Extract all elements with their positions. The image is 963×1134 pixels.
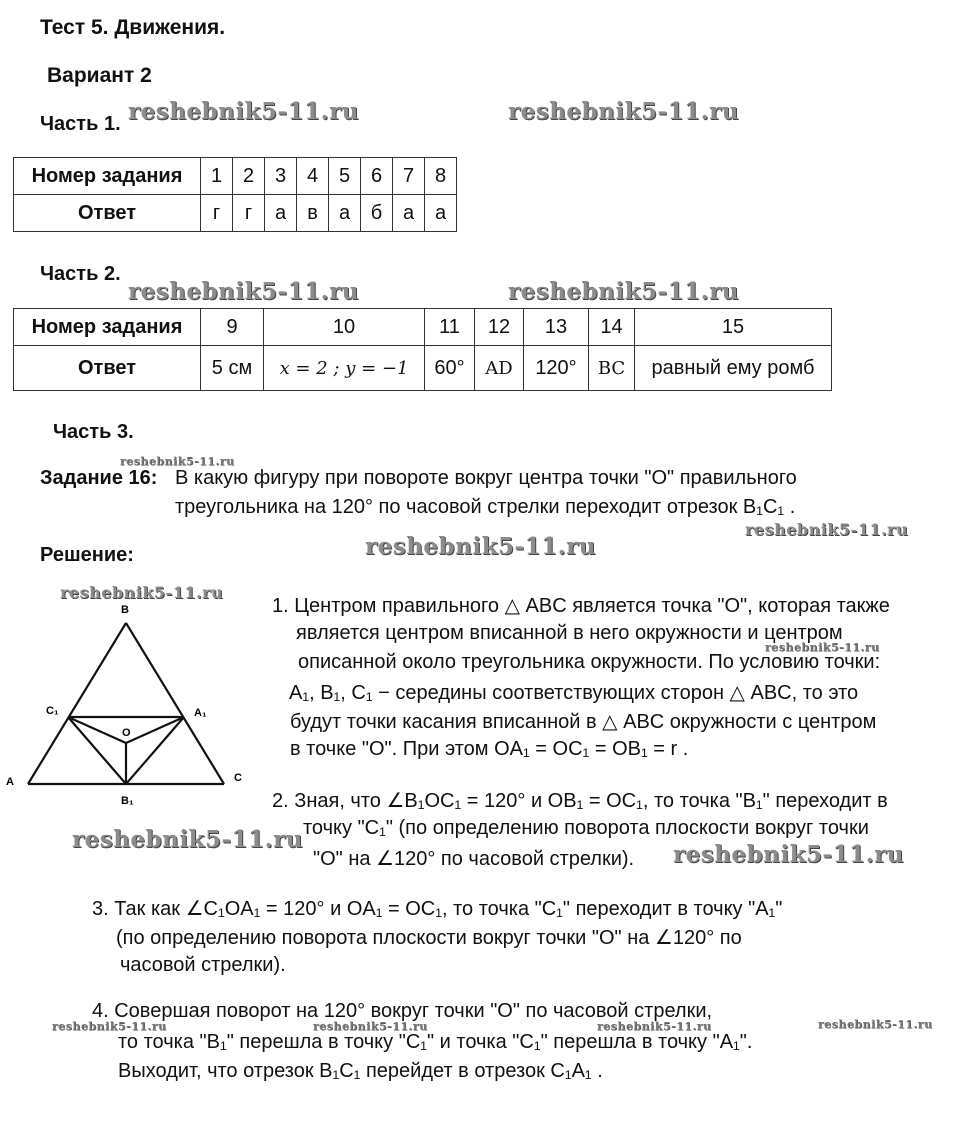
watermark: reshebnik5-11.ru (313, 1020, 428, 1033)
table-cell: 11 (425, 309, 475, 346)
table-cell: равный ему ромб (635, 346, 832, 391)
part2-answer-header: Ответ (14, 346, 201, 391)
part2-number-header: Номер задания (14, 309, 201, 346)
label-a1: A₁ (194, 707, 207, 719)
watermark: reshebnik5-11.ru (120, 455, 235, 468)
part1-number-header: Номер задания (14, 158, 201, 195)
label-b1: B₁ (121, 795, 134, 807)
watermark: reshebnik5-11.ru (508, 278, 739, 305)
solution-line: является центром вписанной в него окружности и центром (296, 622, 843, 644)
solution-line: часовой стрелки). (120, 954, 286, 976)
solution-line: Выходит, что отрезок B₁C₁ перейдет в отрезок C₁A₁ . (118, 1060, 603, 1082)
solution-line: A₁, B₁, C₁ − середины соответствующих сторон △ ABC, то это (289, 682, 859, 704)
part2-label: Часть 2. (40, 263, 121, 285)
table-cell: BC (589, 346, 635, 391)
solution-line: будут точки касания вписанной в △ ABC окружности с центром (290, 711, 877, 733)
segment-a1b1 (126, 717, 184, 784)
table-cell: а (425, 195, 457, 232)
watermark: reshebnik5-11.ru (765, 641, 880, 654)
table-cell: 3 (265, 158, 297, 195)
label-b: B (121, 604, 129, 616)
table-cell: 9 (201, 309, 264, 346)
solution-line: то точка "B₁" перешла в точку "C₁" и точка "C₁" перешла в точку "A₁". (118, 1031, 753, 1053)
solution-line: 2. Зная, что ∠B₁OC₁ = 120° и OB₁ = OC₁, то точка "B₁" переходит в (272, 790, 888, 812)
watermark: reshebnik5-11.ru (60, 583, 224, 602)
segment-oc1 (68, 717, 126, 743)
table-cell: г (201, 195, 233, 232)
table-cell: 5 (329, 158, 361, 195)
table-cell: 4 (297, 158, 329, 195)
table-cell: x = 2 ; y = −1 (264, 346, 425, 391)
table-cell: 2 (233, 158, 265, 195)
table-cell: 120° (524, 346, 589, 391)
solution-line: 3. Так как ∠C₁OA₁ = 120° и OA₁ = OC₁, то точка "C₁" переходит в точку "A₁" (92, 898, 783, 920)
watermark: reshebnik5-11.ru (365, 533, 596, 560)
watermark: reshebnik5-11.ru (745, 520, 909, 539)
table-cell: 12 (475, 309, 524, 346)
part1-answer-header: Ответ (14, 195, 201, 232)
table-cell: AD (475, 346, 524, 391)
watermark: reshebnik5-11.ru (52, 1020, 167, 1033)
task-label: Задание 16: (40, 467, 158, 489)
table-cell: 5 см (201, 346, 264, 391)
solution-line: 4. Совершая поворот на 120° вокруг точки "O" по часовой стрелки, (92, 1000, 713, 1022)
table-cell: 8 (425, 158, 457, 195)
segment-oa1 (126, 717, 184, 743)
table-cell: 15 (635, 309, 832, 346)
solution-line: 1. Центром правильного △ ABC является точка "О", которая также (272, 595, 890, 617)
label-c1: C₁ (46, 705, 59, 717)
table-cell: 60° (425, 346, 475, 391)
part3-label: Часть 3. (53, 421, 134, 443)
watermark: reshebnik5-11.ru (128, 98, 359, 125)
solution-line: (по определению поворота плоскости вокруг точки "О" на ∠120° по (116, 927, 742, 949)
table-cell: а (393, 195, 425, 232)
solution-line: точку "C₁" (по определению поворота плоскости вокруг точки (303, 817, 869, 839)
table-cell: г (233, 195, 265, 232)
variant-label: Вариант 2 (47, 64, 152, 87)
part1-label: Часть 1. (40, 113, 121, 135)
watermark: reshebnik5-11.ru (597, 1020, 712, 1033)
table-cell: 7 (393, 158, 425, 195)
part1-table (13, 157, 457, 232)
solution-label: Решение: (40, 544, 134, 566)
table-cell: 6 (361, 158, 393, 195)
part2-table (13, 308, 832, 391)
label-a: A (6, 776, 14, 788)
side-bc (126, 623, 224, 784)
watermark: reshebnik5-11.ru (72, 826, 303, 853)
table-cell: 14 (589, 309, 635, 346)
table-cell: а (329, 195, 361, 232)
table-cell: 13 (524, 309, 589, 346)
watermark: reshebnik5-11.ru (508, 98, 739, 125)
watermark: reshebnik5-11.ru (673, 841, 904, 868)
table-cell: б (361, 195, 393, 232)
triangle-figure (0, 595, 260, 810)
watermark: reshebnik5-11.ru (128, 278, 359, 305)
task-text-line: треугольника на 120° по часовой стрелки переходит отрезок B₁C₁ . (175, 496, 796, 518)
table-cell: 1 (201, 158, 233, 195)
label-c: C (234, 772, 242, 784)
solution-line: описанной около треугольника окружности. По условию точки: (298, 651, 881, 673)
segment-c1b1 (68, 717, 126, 784)
label-o: O (122, 727, 131, 739)
task-text-line: В какую фигуру при повороте вокруг центра точки "О" правильного (175, 467, 797, 489)
solution-line: "О" на ∠120° по часовой стрелки). (313, 848, 635, 870)
watermark: reshebnik5-11.ru (818, 1018, 933, 1031)
page-title: Тест 5. Движения. (40, 16, 226, 39)
side-ab (28, 623, 126, 784)
solution-line: в точке "О". При этом OA₁ = OC₁ = OB₁ = r . (290, 738, 689, 760)
table-cell: а (265, 195, 297, 232)
table-cell: 10 (264, 309, 425, 346)
table-cell: в (297, 195, 329, 232)
